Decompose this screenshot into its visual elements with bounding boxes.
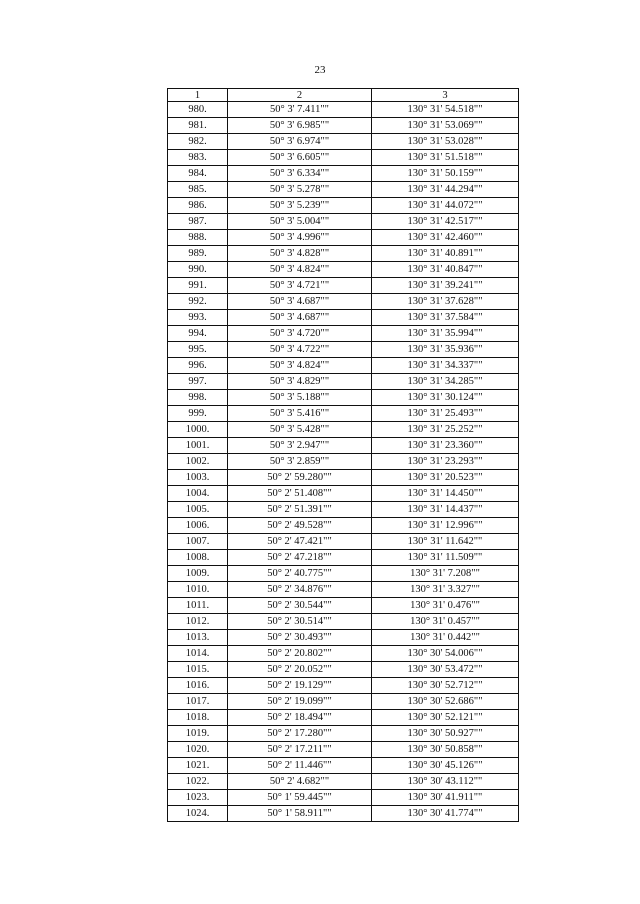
cell-latitude: 50° 3' 4.824"" xyxy=(228,358,372,374)
cell-point-number: 996. xyxy=(168,358,228,374)
table-row xyxy=(168,550,519,566)
cell-point-number: 1008. xyxy=(168,550,228,566)
cell-latitude: 50° 3' 4.721"" xyxy=(228,278,372,294)
cell-longitude: 130° 31' 23.360"" xyxy=(372,438,519,454)
cell-point-number: 981. xyxy=(168,118,228,134)
cell-longitude: 130° 31' 30.124"" xyxy=(372,390,519,406)
cell-longitude: 130° 31' 11.642"" xyxy=(372,534,519,550)
cell-longitude: 130° 30' 52.712"" xyxy=(372,678,519,694)
cell-longitude: 130° 31' 14.437"" xyxy=(372,502,519,518)
column-header-point-number: 1 xyxy=(168,89,228,102)
cell-longitude: 130° 31' 37.584"" xyxy=(372,310,519,326)
table-row xyxy=(168,294,519,310)
cell-point-number: 1021. xyxy=(168,758,228,774)
table-row xyxy=(168,742,519,758)
cell-point-number: 1012. xyxy=(168,614,228,630)
cell-point-number: 1003. xyxy=(168,470,228,486)
table-row xyxy=(168,758,519,774)
cell-longitude: 130° 31' 34.285"" xyxy=(372,374,519,390)
table-row xyxy=(168,422,519,438)
table-row xyxy=(168,438,519,454)
cell-latitude: 50° 2' 17.211"" xyxy=(228,742,372,758)
cell-point-number: 1017. xyxy=(168,694,228,710)
cell-latitude: 50° 3' 6.605"" xyxy=(228,150,372,166)
cell-point-number: 986. xyxy=(168,198,228,214)
cell-latitude: 50° 2' 40.775"" xyxy=(228,566,372,582)
table-row xyxy=(168,502,519,518)
cell-latitude: 50° 2' 51.391"" xyxy=(228,502,372,518)
cell-point-number: 1009. xyxy=(168,566,228,582)
cell-longitude: 130° 31' 11.509"" xyxy=(372,550,519,566)
cell-longitude: 130° 30' 52.121"" xyxy=(372,710,519,726)
cell-latitude: 50° 1' 58.911"" xyxy=(228,806,372,822)
cell-latitude: 50° 2' 20.052"" xyxy=(228,662,372,678)
cell-longitude: 130° 31' 35.994"" xyxy=(372,326,519,342)
cell-latitude: 50° 3' 5.188"" xyxy=(228,390,372,406)
table-row xyxy=(168,646,519,662)
coordinates-table xyxy=(167,88,519,822)
cell-longitude: 130° 30' 50.927"" xyxy=(372,726,519,742)
cell-latitude: 50° 3' 5.278"" xyxy=(228,182,372,198)
cell-longitude: 130° 31' 37.628"" xyxy=(372,294,519,310)
cell-latitude: 50° 2' 20.802"" xyxy=(228,646,372,662)
table-body xyxy=(168,102,519,822)
table-row xyxy=(168,246,519,262)
table-row xyxy=(168,406,519,422)
table-row xyxy=(168,326,519,342)
cell-point-number: 1018. xyxy=(168,710,228,726)
cell-latitude: 50° 3' 4.996"" xyxy=(228,230,372,246)
table-row xyxy=(168,678,519,694)
table-row xyxy=(168,694,519,710)
cell-point-number: 1014. xyxy=(168,646,228,662)
cell-longitude: 130° 31' 44.294"" xyxy=(372,182,519,198)
cell-point-number: 990. xyxy=(168,262,228,278)
table-row xyxy=(168,454,519,470)
cell-longitude: 130° 30' 43.112"" xyxy=(372,774,519,790)
cell-longitude: 130° 31' 40.847"" xyxy=(372,262,519,278)
cell-latitude: 50° 3' 4.687"" xyxy=(228,294,372,310)
cell-point-number: 1023. xyxy=(168,790,228,806)
cell-latitude: 50° 3' 4.720"" xyxy=(228,326,372,342)
table-row xyxy=(168,582,519,598)
cell-longitude: 130° 31' 25.493"" xyxy=(372,406,519,422)
table-row xyxy=(168,214,519,230)
cell-latitude: 50° 2' 19.129"" xyxy=(228,678,372,694)
table-row xyxy=(168,278,519,294)
cell-longitude: 130° 30' 54.006"" xyxy=(372,646,519,662)
cell-point-number: 1005. xyxy=(168,502,228,518)
cell-longitude: 130° 31' 7.208"" xyxy=(372,566,519,582)
cell-latitude: 50° 1' 59.445"" xyxy=(228,790,372,806)
cell-longitude: 130° 30' 41.774"" xyxy=(372,806,519,822)
table-row xyxy=(168,726,519,742)
table-row xyxy=(168,598,519,614)
table-row xyxy=(168,102,519,118)
cell-latitude: 50° 2' 49.528"" xyxy=(228,518,372,534)
cell-point-number: 980. xyxy=(168,102,228,118)
cell-longitude: 130° 31' 53.028"" xyxy=(372,134,519,150)
column-header-latitude: 2 xyxy=(228,89,372,102)
cell-latitude: 50° 2' 34.876"" xyxy=(228,582,372,598)
cell-point-number: 984. xyxy=(168,166,228,182)
cell-latitude: 50° 2' 47.218"" xyxy=(228,550,372,566)
cell-longitude: 130° 31' 51.518"" xyxy=(372,150,519,166)
cell-point-number: 1001. xyxy=(168,438,228,454)
table-header-row xyxy=(168,89,519,102)
table-row xyxy=(168,182,519,198)
cell-point-number: 1011. xyxy=(168,598,228,614)
cell-point-number: 982. xyxy=(168,134,228,150)
cell-point-number: 993. xyxy=(168,310,228,326)
page-number: 23 xyxy=(314,64,326,76)
cell-longitude: 130° 31' 0.457"" xyxy=(372,614,519,630)
cell-point-number: 995. xyxy=(168,342,228,358)
cell-point-number: 1019. xyxy=(168,726,228,742)
cell-latitude: 50° 2' 59.280"" xyxy=(228,470,372,486)
cell-latitude: 50° 3' 6.334"" xyxy=(228,166,372,182)
cell-point-number: 1004. xyxy=(168,486,228,502)
cell-longitude: 130° 30' 45.126"" xyxy=(372,758,519,774)
table-row xyxy=(168,358,519,374)
table-row xyxy=(168,774,519,790)
cell-point-number: 1000. xyxy=(168,422,228,438)
cell-latitude: 50° 3' 5.004"" xyxy=(228,214,372,230)
cell-longitude: 130° 31' 42.460"" xyxy=(372,230,519,246)
column-header-longitude: 3 xyxy=(372,89,519,102)
cell-longitude: 130° 30' 53.472"" xyxy=(372,662,519,678)
cell-longitude: 130° 31' 14.450"" xyxy=(372,486,519,502)
cell-latitude: 50° 2' 19.099"" xyxy=(228,694,372,710)
table-row xyxy=(168,662,519,678)
cell-longitude: 130° 31' 42.517"" xyxy=(372,214,519,230)
cell-latitude: 50° 3' 2.859"" xyxy=(228,454,372,470)
cell-longitude: 130° 31' 50.159"" xyxy=(372,166,519,182)
table-row xyxy=(168,790,519,806)
cell-longitude: 130° 31' 25.252"" xyxy=(372,422,519,438)
cell-latitude: 50° 2' 18.494"" xyxy=(228,710,372,726)
cell-latitude: 50° 2' 51.408"" xyxy=(228,486,372,502)
table-row xyxy=(168,390,519,406)
table-row xyxy=(168,230,519,246)
cell-point-number: 1020. xyxy=(168,742,228,758)
cell-point-number: 1024. xyxy=(168,806,228,822)
cell-longitude: 130° 30' 41.911"" xyxy=(372,790,519,806)
cell-point-number: 997. xyxy=(168,374,228,390)
cell-latitude: 50° 3' 5.416"" xyxy=(228,406,372,422)
cell-longitude: 130° 31' 12.996"" xyxy=(372,518,519,534)
cell-point-number: 999. xyxy=(168,406,228,422)
cell-point-number: 998. xyxy=(168,390,228,406)
cell-point-number: 1006. xyxy=(168,518,228,534)
table-row xyxy=(168,614,519,630)
table-row xyxy=(168,262,519,278)
cell-point-number: 985. xyxy=(168,182,228,198)
cell-point-number: 1016. xyxy=(168,678,228,694)
cell-longitude: 130° 31' 3.327"" xyxy=(372,582,519,598)
cell-latitude: 50° 2' 4.682"" xyxy=(228,774,372,790)
cell-longitude: 130° 31' 34.337"" xyxy=(372,358,519,374)
cell-latitude: 50° 3' 6.974"" xyxy=(228,134,372,150)
table-row xyxy=(168,710,519,726)
cell-point-number: 1013. xyxy=(168,630,228,646)
table-row xyxy=(168,342,519,358)
cell-longitude: 130° 31' 53.069"" xyxy=(372,118,519,134)
cell-latitude: 50° 3' 4.722"" xyxy=(228,342,372,358)
cell-point-number: 1010. xyxy=(168,582,228,598)
table-row xyxy=(168,470,519,486)
cell-latitude: 50° 3' 4.829"" xyxy=(228,374,372,390)
table-row xyxy=(168,166,519,182)
cell-longitude: 130° 30' 52.686"" xyxy=(372,694,519,710)
table-row xyxy=(168,566,519,582)
table-row xyxy=(168,486,519,502)
cell-latitude: 50° 2' 30.514"" xyxy=(228,614,372,630)
table-row xyxy=(168,134,519,150)
cell-latitude: 50° 2' 47.421"" xyxy=(228,534,372,550)
cell-longitude: 130° 31' 20.523"" xyxy=(372,470,519,486)
cell-point-number: 992. xyxy=(168,294,228,310)
cell-longitude: 130° 31' 23.293"" xyxy=(372,454,519,470)
cell-latitude: 50° 3' 7.411"" xyxy=(228,102,372,118)
table-row xyxy=(168,118,519,134)
cell-point-number: 1022. xyxy=(168,774,228,790)
cell-point-number: 1007. xyxy=(168,534,228,550)
cell-longitude: 130° 31' 0.476"" xyxy=(372,598,519,614)
cell-longitude: 130° 31' 54.518"" xyxy=(372,102,519,118)
table-row xyxy=(168,806,519,822)
cell-latitude: 50° 3' 4.828"" xyxy=(228,246,372,262)
cell-latitude: 50° 2' 30.544"" xyxy=(228,598,372,614)
cell-longitude: 130° 31' 0.442"" xyxy=(372,630,519,646)
cell-latitude: 50° 3' 6.985"" xyxy=(228,118,372,134)
table-row xyxy=(168,374,519,390)
table-row xyxy=(168,198,519,214)
cell-point-number: 1002. xyxy=(168,454,228,470)
cell-point-number: 987. xyxy=(168,214,228,230)
cell-point-number: 1015. xyxy=(168,662,228,678)
table-row xyxy=(168,310,519,326)
cell-point-number: 991. xyxy=(168,278,228,294)
table-row xyxy=(168,534,519,550)
cell-point-number: 988. xyxy=(168,230,228,246)
cell-latitude: 50° 3' 5.428"" xyxy=(228,422,372,438)
cell-longitude: 130° 31' 44.072"" xyxy=(372,198,519,214)
cell-latitude: 50° 2' 17.280"" xyxy=(228,726,372,742)
cell-point-number: 989. xyxy=(168,246,228,262)
cell-latitude: 50° 2' 11.446"" xyxy=(228,758,372,774)
cell-latitude: 50° 3' 4.687"" xyxy=(228,310,372,326)
cell-latitude: 50° 3' 2.947"" xyxy=(228,438,372,454)
cell-longitude: 130° 31' 39.241"" xyxy=(372,278,519,294)
table-row xyxy=(168,518,519,534)
table-row xyxy=(168,150,519,166)
cell-latitude: 50° 3' 5.239"" xyxy=(228,198,372,214)
table-row xyxy=(168,630,519,646)
cell-longitude: 130° 31' 35.936"" xyxy=(372,342,519,358)
cell-latitude: 50° 2' 30.493"" xyxy=(228,630,372,646)
cell-point-number: 983. xyxy=(168,150,228,166)
cell-longitude: 130° 31' 40.891"" xyxy=(372,246,519,262)
cell-longitude: 130° 30' 50.858"" xyxy=(372,742,519,758)
cell-point-number: 994. xyxy=(168,326,228,342)
cell-latitude: 50° 3' 4.824"" xyxy=(228,262,372,278)
